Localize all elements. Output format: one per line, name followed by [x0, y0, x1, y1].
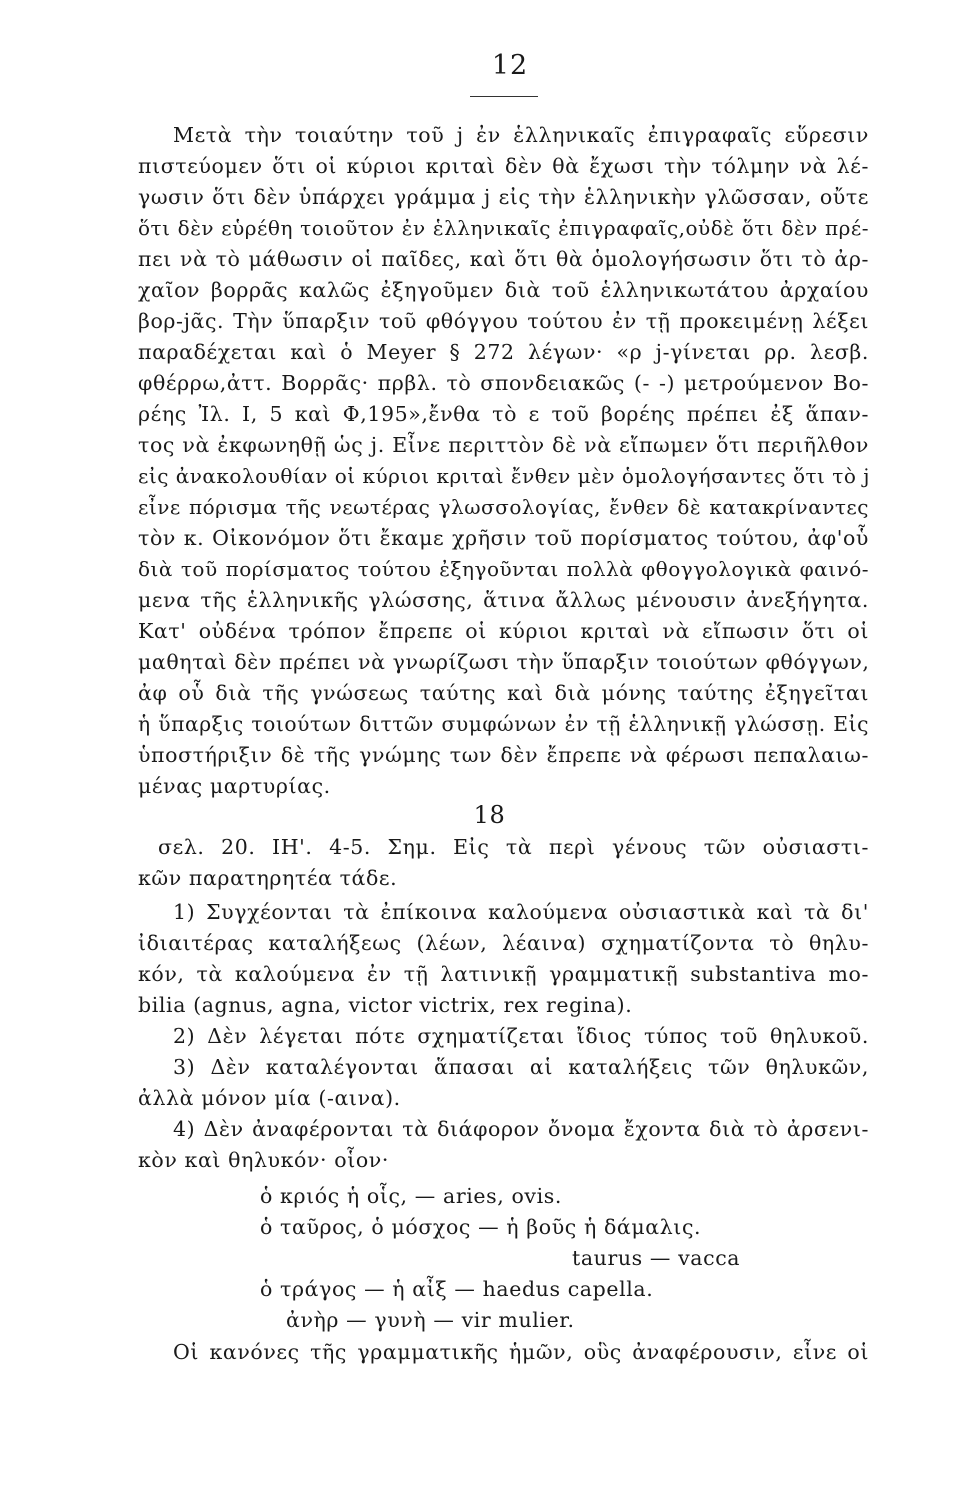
text-line: τὸν κ. Οἰκονόμον ὅτι ἔκαμε χρῆσιν τοῦ πορίσματος τούτου, ἀφ'οὗ	[138, 526, 869, 550]
text-line: 4) Δὲν ἀναφέρονται τὰ διάφορον ὄνομα ἔχοντα διὰ τὸ ἀρσενι-	[173, 1117, 869, 1141]
text-line: κὸν καὶ θηλυκόν· οἷον·	[138, 1148, 389, 1172]
text-line: σελ. 20. ΙΗ'. 4-5. Σημ. Εἰς τὰ περὶ γένους τῶν οὐσιαστι-	[158, 835, 869, 859]
text-line: ἰδιαιτέρας καταλήξεως (λέων, λέαινα) σχηματίζοντα τὸ θηλυ-	[138, 931, 869, 955]
text-line: τος νὰ ἐκφωνηθῇ ὡς j. Εἶνε περιττὸν δὲ νὰ εἴπωμεν ὅτι περιῆλθον	[138, 433, 869, 457]
text-line: ὑποστήριξιν δὲ τῆς γνώμης των δὲν ἔπρεπε νὰ φέρωσι πεπαλαιω-	[138, 743, 869, 767]
example-line: ὁ ταῦρος, ὁ μόσχος — ἡ βοῦς ἡ δάμαλις.	[260, 1215, 702, 1239]
text-line: κόν, τὰ καλούμενα ἐν τῇ λατινικῇ γραμματικῇ substantiva mo-	[138, 962, 869, 986]
text-line: εἰς ἀνακολουθίαν οἱ κύριοι κριταὶ ἔνθεν μὲν ὁμολογήσαντες ὅτι τὸ j	[138, 464, 870, 488]
text-line: ἀλλὰ μόνον μία (-αινα).	[138, 1086, 401, 1110]
text-line: ὅτι δὲν εὑρέθη τοιοῦτον ἐν ἑλληνικαῖς ἐπιγραφαῖς,οὐδὲ ὅτι δὲν πρέ-	[138, 216, 869, 240]
text-line: 1) Συγχέονται τὰ ἐπίκοινα καλούμενα οὐσιαστικὰ καὶ τὰ δι'	[173, 900, 869, 924]
text-line: 2) Δὲν λέγεται πότε σχηματίζεται ἴδιος τύπος τοῦ θηλυκοῦ.	[173, 1024, 869, 1048]
example-line: ὁ τράγος — ἡ αἶξ — haedus capella.	[260, 1277, 654, 1301]
text-line: χαῖον βορρᾶς καλῶς ἐξηγοῦμεν διὰ τοῦ ἑλληνικωτάτου ἀρχαίου	[138, 278, 869, 302]
example-line: taurus — vacca	[572, 1246, 741, 1270]
text-line: εἶνε πόρισμα τῆς νεωτέρας γλωσσολογίας, ἔνθεν δὲ κατακρίναντες	[138, 495, 869, 519]
text-line: μενα τῆς ἑλληνικῆς γλώσσης, ἅτινα ἄλλως μένουσιν ἀνεξήγητα.	[138, 588, 869, 612]
text-line: Μετὰ τὴν τοιαύτην τοῦ j ἐν ἑλληνικαῖς ἐπιγραφαῖς εὕρεσιν	[173, 123, 869, 147]
example-line: ὁ κριός ἡ οἷς, — aries, ovis.	[260, 1184, 562, 1208]
text-line: ρέης Ἰλ. Ι, 5 καὶ Φ,195»,ἔνθα τὸ ε τοῦ βορέης πρέπει ἐξ ἅπαν-	[138, 402, 869, 426]
text-line: πιστεύομεν ὅτι οἱ κύριοι κριταὶ δὲν θὰ ἔχωσι τὴν τόλμην νὰ λέ-	[138, 154, 869, 178]
example-line: ἀνὴρ — γυνὴ — vir mulier.	[286, 1308, 575, 1332]
text-line: κῶν παρατηρητέα τάδε.	[138, 866, 398, 890]
text-line: πει νὰ τὸ μάθωσιν οἱ παῖδες, καὶ ὅτι θὰ ὁμολογήσωσιν ὅτι τὸ ἀρ-	[138, 247, 869, 271]
text-line: φθέρρω,ἀττ. Βορρᾶς· πρβλ. τὸ σπονδειακῶς (‐ ‐) μετρούμενον Βο-	[138, 371, 869, 395]
section-number: 18	[473, 801, 506, 829]
text-line: Κατ' οὐδένα τρόπον ἔπρεπε οἱ κύριοι κριταὶ νὰ εἴπωσιν ὅτι οἱ	[138, 619, 869, 643]
text-line: παραδέχεται καὶ ὁ Meyer § 272 λέγων· «ρ j-γίνεται ρρ. λεσβ.	[138, 340, 869, 364]
page-number: 12	[491, 50, 529, 81]
text-line: 3) Δὲν καταλέγονται ἅπασαι αἱ καταλήξεις τῶν θηλυκῶν,	[173, 1055, 869, 1079]
text-line: bilia (agnus, agna, victor victrix, rex regina).	[138, 993, 633, 1017]
text-line: βορ-jᾶς. Τὴν ὕπαρξιν τοῦ φθόγγου τούτου ἐν τῇ προκειμένῃ λέξει	[138, 309, 869, 333]
text-line: μένας μαρτυρίας.	[138, 774, 331, 798]
text-line: μαθηταὶ δὲν πρέπει νὰ γνωρίζωσι τὴν ὕπαρξιν τοιούτων φθόγγων,	[138, 650, 870, 674]
header-rule	[470, 96, 538, 97]
text-line: ἀφ οὗ διὰ τῆς γνώσεως ταύτης καὶ διὰ μόνης ταύτης ἐξηγεῖται	[138, 681, 869, 705]
text-line: Οἱ κανόνες τῆς γραμματικῆς ἡμῶν, οὓς ἀναφέρουσιν, εἶνε οἱ	[173, 1340, 869, 1364]
text-line: ἡ ὕπαρξις τοιούτων διττῶν συμφώνων ἐν τῇ ἑλληνικῇ γλώσσῃ. Εἰς	[138, 712, 869, 736]
text-line: γωσιν ὅτι δὲν ὑπάρχει γράμμα j εἰς τὴν ἑλληνικὴν γλῶσσαν, οὔτε	[138, 185, 869, 209]
text-line: διὰ τοῦ πορίσματος τούτου ἐξηγοῦνται πολλὰ φθογγολογικὰ φαινό-	[138, 557, 869, 581]
